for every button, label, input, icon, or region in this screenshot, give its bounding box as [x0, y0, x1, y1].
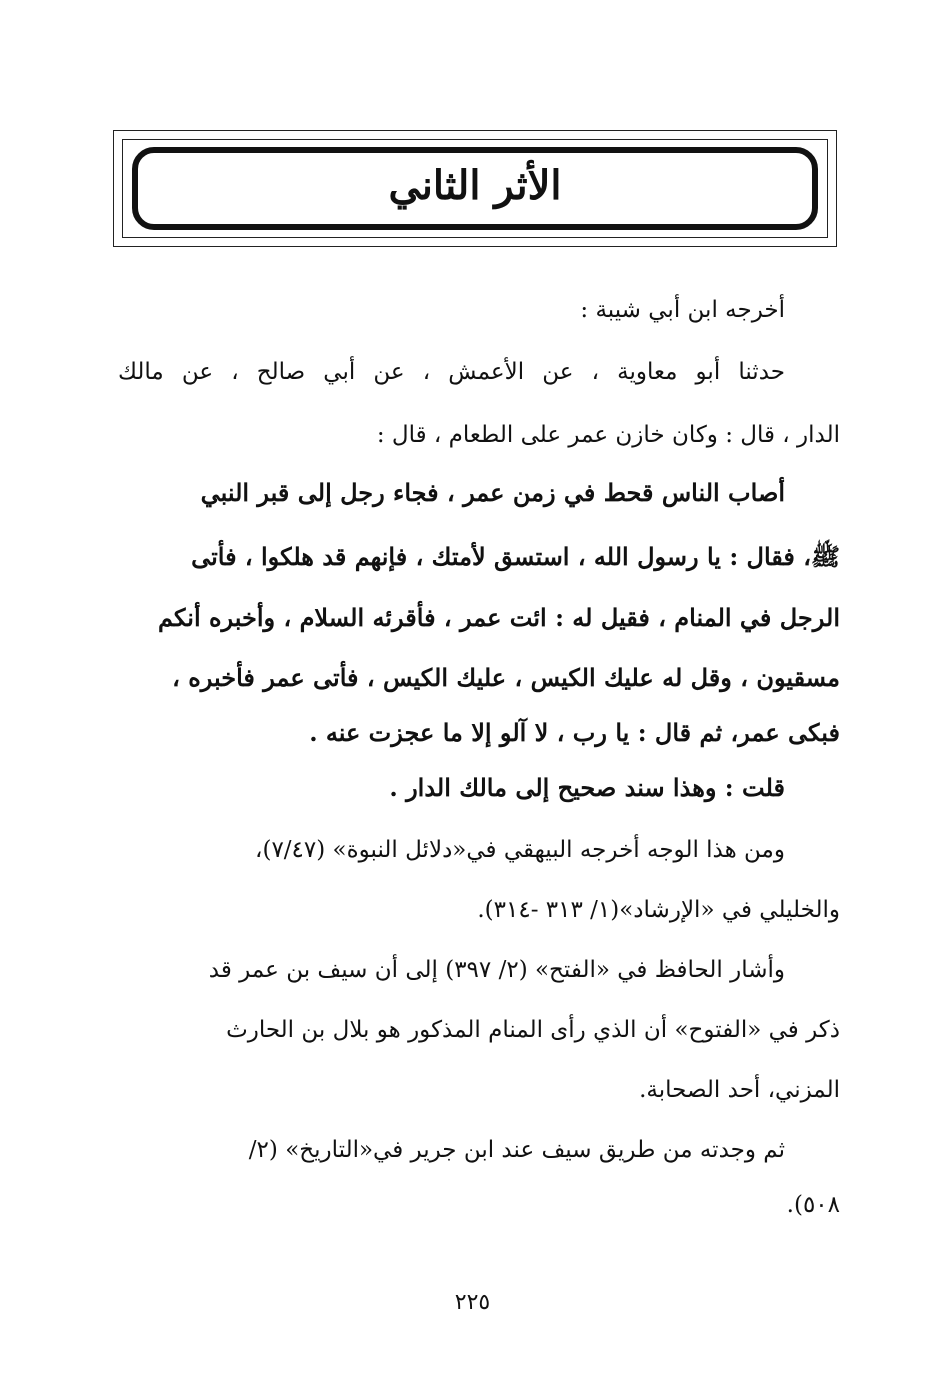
- text-line-bold: قلت : وهذا سند صحيح إلى مالك الدار .: [389, 773, 785, 802]
- text-line: المزني، أحد الصحابة.: [639, 1077, 840, 1103]
- text-line-bold: مسقيون ، وقل له عليك الكيس ، عليك الكيس ، فأتى عمر فأخبره ،: [172, 663, 840, 692]
- text-line: ومن هذا الوجه أخرجه البيهقي في«دلائل النبوة» (٧/٤٧)،: [255, 837, 785, 863]
- text-line-bold: ﷺ، فقال : يا رسول الله ، استسق لأمتك ، فإنهم قد هلكوا ، فأتى: [191, 542, 840, 571]
- text-line-bold: أصاب الناس قحط في زمن عمر ، فجاء رجل إلى قبر النبي: [200, 478, 785, 507]
- text-line-bold: فبكى عمر، ثم قال : يا رب ، لا آلو إلا ما عجزت عنه .: [309, 718, 840, 747]
- text-line: حدثنا أبو معاوية ، عن الأعمش ، عن أبي صالح ، عن مالك: [118, 359, 785, 385]
- page-number: ٢٢٥: [454, 1290, 491, 1315]
- page-title: الأثر الثاني: [388, 162, 562, 209]
- text-line: ثم وجدته من طريق سيف عند ابن جرير في«التاريخ» (٢/: [248, 1137, 785, 1163]
- text-line: وأشار الحافظ في «الفتح» (٢/ ٣٩٧) إلى أن سيف بن عمر قد: [208, 957, 785, 983]
- text-line: ذكر في «الفتوح» أن الذي رأى المنام المذكور هو بلال بن الحارث: [226, 1017, 840, 1043]
- title-box: [132, 147, 818, 230]
- text-line: ٥٠٨).: [786, 1192, 840, 1218]
- text-line: والخليلي في «الإرشاد»(١/ ٣١٣ -٣١٤).: [477, 897, 840, 923]
- text-line: أخرجه ابن أبي شيبة :: [580, 297, 785, 323]
- text-line: الدار ، قال : وكان خازن عمر على الطعام ، قال :: [376, 422, 840, 448]
- title-frame: [113, 130, 837, 247]
- text-line-bold: الرجل في المنام ، فقيل له : ائت عمر ، فأقرئه السلام ، وأخبره أنكم: [158, 603, 840, 632]
